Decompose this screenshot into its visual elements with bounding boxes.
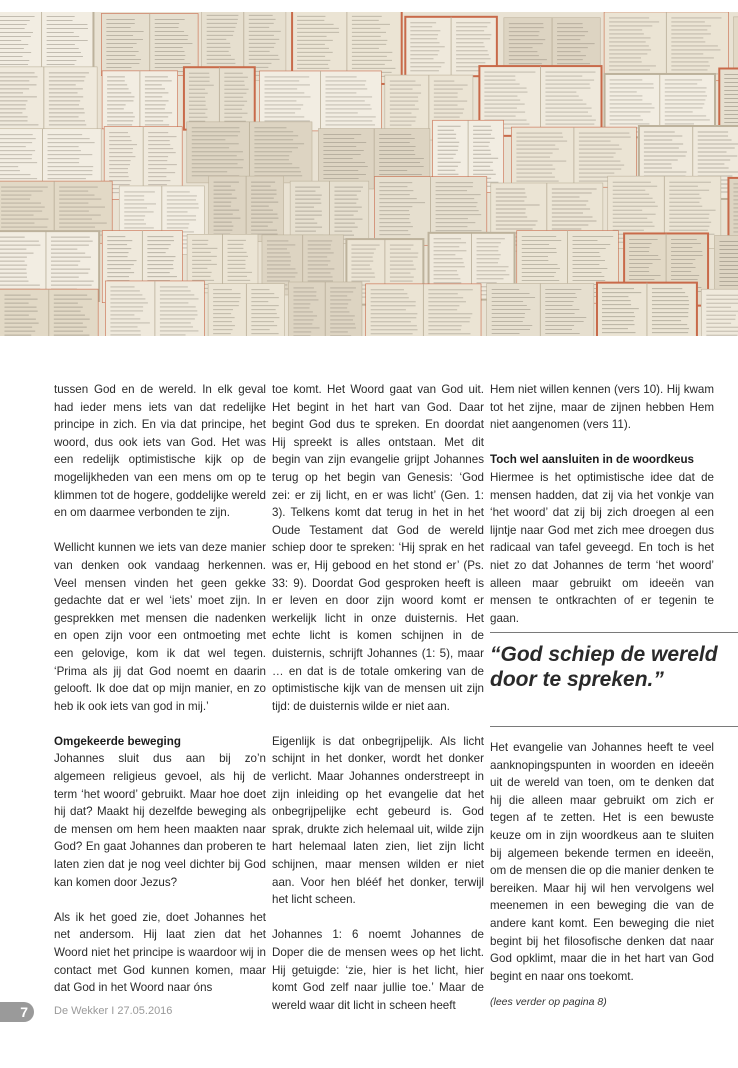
- page-footer: [0, 1002, 300, 1022]
- paragraph: Als ik het goed zie, doet Johannes het net andersom. Hij laat zien dat het Woord niet het principe is waardoor wij in contact met God kunnen komen, maar dat God in het Woord naar óns: [54, 910, 266, 995]
- paragraph: Johannes 1: 6 noemt Johannes de Doper die de mensen wees op het licht. Hij getuigde: ‘zie, hier is het licht, hier komt God zelf naar jullie toe.’ Maar de wereld waar dit licht in scheen heeft: [272, 928, 484, 1012]
- subheading-toch-wel-aansluiten: Toch wel aansluiten in de woordkeus: [490, 453, 694, 467]
- article-column-3: [490, 381, 714, 645]
- article-column-3-continued: [490, 739, 714, 1003]
- publication-date: De Wekker I 27.05.2016: [54, 1005, 173, 1017]
- books-collage-image: [0, 12, 738, 336]
- article-column-2: [272, 381, 484, 1032]
- paragraph: Het evangelie van Johannes heeft te veel aanknopingspunten in woorden en ideeën uit de wereld van toen, om te denken dat hij die alleen maar gebruikt om zich er tegen af te zetten. Het is een bewuste keuze om in zijn woordkeus aan te sluiten bij algemeen bekende termen en ideeën, om de mensen die op die manier denken te bereiken. Maar hij wil hen vervolgens wel meenemen in een beweging die van de andere kant komt. Een beweging die niet begint bij het filosofische denken dat naar God opklimt, maar die in het hart van God begint en naar ons toekomt.: [490, 741, 714, 983]
- paragraph: Eigenlijk is dat onbegrijpelijk. Als licht schijnt in het donker, wordt het donker verlicht. Maar Johannes onderstreept in zijn inleiding op het evangelie dat het onbegrijpelijke echt gebeurd is. God sprak, drukte zich helemaal uit, wilde zijn hart helemaal laten zien, liet zijn licht schijnen, maar mensen wilden er niet aan. Voor hen blééf het donker, terwijl het licht scheen.: [272, 734, 484, 907]
- paragraph: tussen God en de wereld. In elk geval had ieder mens iets van dat redelijke principe in zich. En via dat principe, het woord, dus ook iets van God. Het was een redelijk optimistische kijk op de mogelijkheden van een mens om op te klimmen tot de hogere, goddelijke wereld en om daarmee verbonden te zijn.: [54, 383, 266, 520]
- paragraph: Wellicht kunnen we iets van deze manier van denken ook vandaag herkennen. Veel mensen vinden het geen gekke gedachte dat er wel ‘iets’ moet zijn. In gesprekken met mensen die nadenken en open zijn voor een ontmoeting met een gelovige, kom ik dat wel tegen. ‘Prima als jij dat God noemt en daarin gelooft. Ik doe dat op mijn manier, en zo heb ik ook iets van god in mij.’: [54, 541, 266, 713]
- paragraph: Hiermee is het optimistische idee dat de mensen hadden, dat zij via het vonkje van ‘het woord’ dat zij bij zich droegen al een lijntje naar God met zich mee droegen dus radicaal van tafel geveegd. En toch is het niet zo dat Johannes de term ‘het woord’ alleen maar gebruikt om ideeën van mensen te ontkrachten of er tegenin te gaan.: [490, 470, 714, 625]
- pull-quote-text: “God schiep de wereld door te spreken.”: [490, 643, 718, 691]
- continued-note: (lees verder op pagina 8): [490, 996, 607, 1008]
- paragraph: Hem niet willen kennen (vers 10). Hij kwam tot het zijne, maar de zijnen hebben Hem niet aangenomen (vers 11).: [490, 383, 714, 432]
- article-column-1: [54, 381, 266, 1014]
- page-number-tab: 7: [0, 1002, 34, 1022]
- paragraph: Johannes sluit dus aan bij zo’n algemeen religieus gevoel, als hij de term ‘het woord’ gebruikt. Maar hoe doet hij dat? Maakt hij dezelfde beweging als de mensen om hem heen maakten naar God? En gaat Johannes dan proberen te laten zien dat je nog veel dichter bij God kan komen door Jezus?: [54, 752, 266, 889]
- paragraph: toe komt. Het Woord gaat van God uit. Het begint in het hart van God. Daar begint God dus te spreken. En doordat Hij spreekt is alles ontstaan. Met dit begin van zijn evangelie grijpt Johannes terug op het begin van Genesis: ‘God zei: er zij licht, en er was licht’ (Gen. 1: 3). Telkens komt dat terug in het in het Oude Testament dat God de wereld schiep door te spreken: ‘Hij sprak en het was er, Hij gebood en het stond er’ (Ps. 33: 9). Doordat God gesproken heeft is er leven en door zijn woord komt er werkelijk licht in onze duisternis. Het echte licht is komen schijnen in de duisternis, schrijft Johannes (1: 5), maar … en dat is de totale omkering van de optimistische kijk van de mensen uit zijn tijd: de duisternis wilde er niet aan.: [272, 383, 484, 713]
- header-photo-open-books: [0, 12, 738, 336]
- pull-quote: [490, 632, 738, 727]
- subheading-omgekeerde-beweging: Omgekeerde beweging: [54, 734, 181, 748]
